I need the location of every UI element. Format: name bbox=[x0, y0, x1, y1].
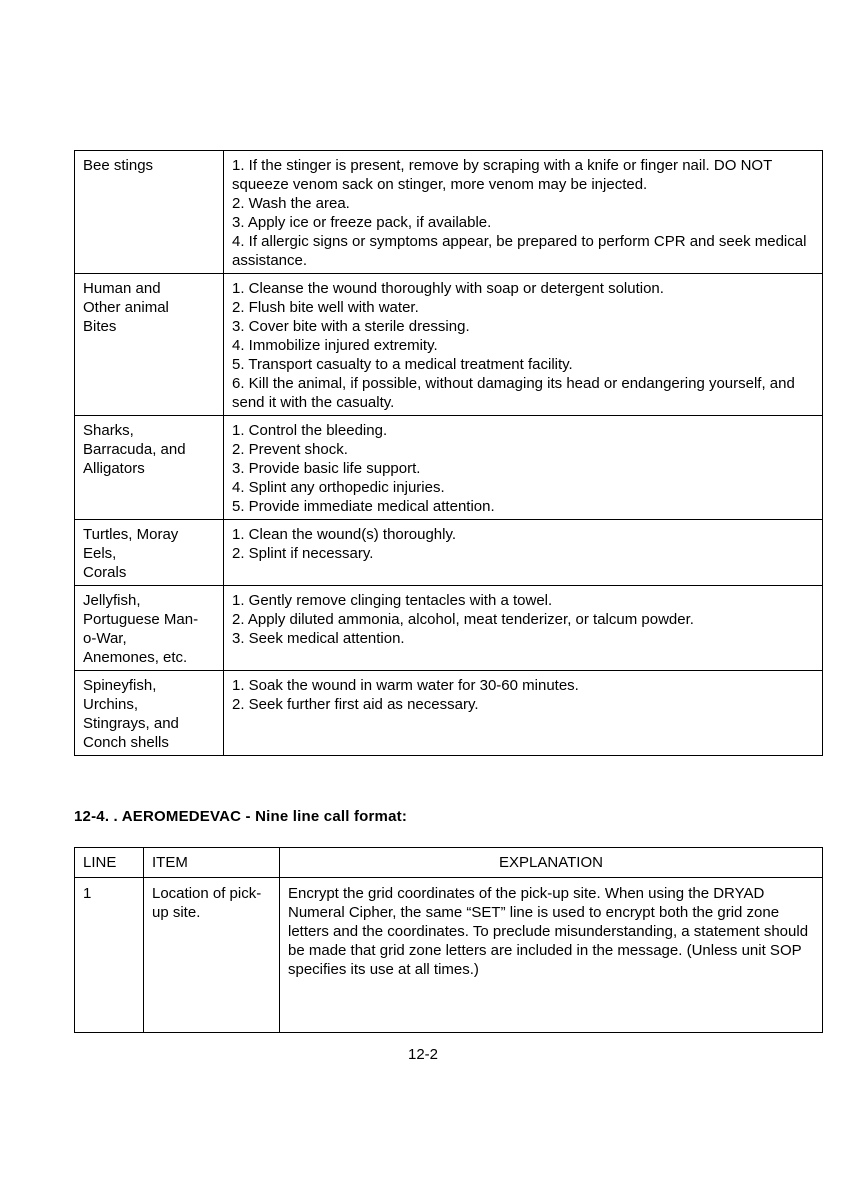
table-row bbox=[75, 151, 823, 274]
treatment-step: 6. Kill the animal, if possible, without damaging its head or endangering yourself, and send it with the casualty. bbox=[232, 375, 795, 411]
table-row bbox=[75, 274, 823, 416]
treatment-steps-cell bbox=[224, 671, 823, 756]
bites-first-aid-table bbox=[74, 150, 823, 756]
condition-cell: Sharks, Barracuda, and Alligators bbox=[75, 416, 224, 520]
treatment-steps-cell bbox=[224, 520, 823, 586]
treatment-step: 2. Splint if necessary. bbox=[232, 545, 374, 562]
column-header-line: LINE bbox=[75, 848, 144, 878]
page-number: 12-2 bbox=[407, 1046, 439, 1063]
treatment-steps-cell bbox=[224, 586, 823, 671]
treatment-step: 3. Seek medical attention. bbox=[232, 630, 405, 647]
treatment-step: 5. Provide immediate medical attention. bbox=[232, 498, 495, 515]
treatment-step: 2. Apply diluted ammonia, alcohol, meat tenderizer, or talcum powder. bbox=[232, 611, 694, 628]
treatment-steps-cell bbox=[224, 416, 823, 520]
medevac-call-format-table bbox=[74, 847, 823, 1033]
treatment-step: 4. Immobilize injured extremity. bbox=[232, 337, 438, 354]
treatment-steps-cell bbox=[224, 151, 823, 274]
condition-cell: Turtles, Moray Eels, Corals bbox=[75, 520, 224, 586]
explanation-cell: Encrypt the grid coordinates of the pick-up site. When using the DRYAD Numeral Cipher, the same “SET” line is used to encrypt both the grid zone letters and the coordinates. To preclude misunderstanding, a statement should be made that grid zone letters are included in the message. (Unless unit SOP specifies its use at all times.) bbox=[280, 878, 823, 1033]
table-header-row bbox=[75, 848, 823, 878]
column-header-explanation: EXPLANATION bbox=[280, 848, 823, 878]
condition-cell: Human and Other animal Bites bbox=[75, 274, 224, 416]
table-row bbox=[75, 520, 823, 586]
condition-cell: Jellyfish, Portuguese Man- o-War, Anemones, etc. bbox=[75, 586, 224, 671]
line-number-cell: 1 bbox=[75, 878, 144, 1033]
treatment-step: 2. Wash the area. bbox=[232, 195, 350, 212]
treatment-step: 1. Gently remove clinging tentacles with a towel. bbox=[232, 592, 553, 609]
table-row bbox=[75, 878, 823, 1033]
treatment-step: 2. Flush bite well with water. bbox=[232, 299, 419, 316]
treatment-step: 3. Provide basic life support. bbox=[232, 460, 421, 477]
treatment-step: 2. Prevent shock. bbox=[232, 441, 348, 458]
treatment-step: 1. Control the bleeding. bbox=[232, 422, 388, 439]
treatment-step: 1. If the stinger is present, remove by scraping with a knife or finger nail. DO NOT squeeze venom sack on stinger, more venom may be injected. bbox=[232, 157, 772, 193]
treatment-steps-cell bbox=[224, 274, 823, 416]
treatment-step: 1. Soak the wound in warm water for 30-60 minutes. bbox=[232, 677, 579, 694]
condition-cell: Bee stings bbox=[75, 151, 224, 274]
section-heading: 12-4. . AEROMEDEVAC - Nine line call format: bbox=[74, 808, 408, 825]
treatment-step: 2. Seek further first aid as necessary. bbox=[232, 696, 479, 713]
treatment-step: 1. Clean the wound(s) thoroughly. bbox=[232, 526, 457, 543]
table-row bbox=[75, 671, 823, 756]
treatment-step: 1. Cleanse the wound thoroughly with soap or detergent solution. bbox=[232, 280, 664, 297]
treatment-step: 3. Cover bite with a sterile dressing. bbox=[232, 318, 470, 335]
treatment-step: 4. If allergic signs or symptoms appear, be prepared to perform CPR and seek medical assistance. bbox=[232, 233, 807, 269]
item-cell: Location of pick-up site. bbox=[144, 878, 280, 1033]
table-row bbox=[75, 586, 823, 671]
treatment-step: 3. Apply ice or freeze pack, if available. bbox=[232, 214, 492, 231]
treatment-step: 4. Splint any orthopedic injuries. bbox=[232, 479, 445, 496]
treatment-step: 5. Transport casualty to a medical treatment facility. bbox=[232, 356, 573, 373]
column-header-item: ITEM bbox=[144, 848, 280, 878]
condition-cell: Spineyfish, Urchins, Stingrays, and Conch shells bbox=[75, 671, 224, 756]
table-row bbox=[75, 416, 823, 520]
